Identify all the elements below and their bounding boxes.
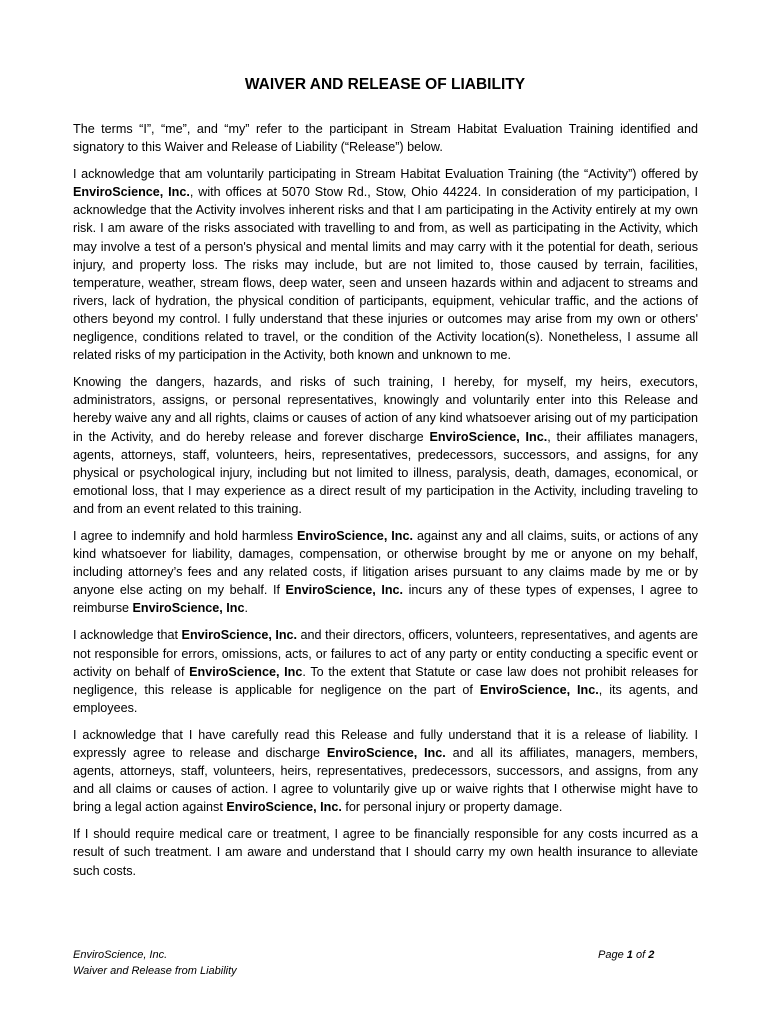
page-title: WAIVER AND RELEASE OF LIABILITY xyxy=(244,76,526,93)
company-name: EnviroScience, Inc. xyxy=(181,628,298,643)
page-current: 1 xyxy=(626,949,633,961)
text-segment: I acknowledge that xyxy=(73,628,182,643)
company-name: EnviroScience, Inc. xyxy=(73,185,190,200)
company-name: EnviroScience, Inc xyxy=(189,664,303,679)
text-segment: I acknowledge that am voluntarily participating in Stream Habitat Evaluation Training (the “Activity”) offered by xyxy=(73,167,698,182)
company-name: EnviroScience, Inc. xyxy=(285,583,404,598)
page-number xyxy=(598,947,654,963)
company-name: EnviroScience, Inc. xyxy=(326,746,446,760)
text-segment: , its agents, and employees. xyxy=(73,682,698,715)
paragraph-release xyxy=(73,373,698,518)
text-segment: incurs any of these types of expenses, I agree to reimburse xyxy=(73,583,698,616)
document-body xyxy=(73,120,698,889)
text-segment: . xyxy=(244,601,248,616)
page-total: 2 xyxy=(648,949,655,961)
text-segment: Knowing the dangers, hazards, and risks of such training, I hereby, for myself, my heirs, executors, administrators, assigns, or personal representatives, knowingly and voluntarily enter into this Release and hereby waive any and all rights, claims or causes of action of any kind whatsoever arising out of my participation in the Activity, and do hereby release and forever discharge xyxy=(73,375,698,444)
text-segment: I agree to indemnify and hold harmless xyxy=(73,528,298,543)
company-name: EnviroScience, Inc. xyxy=(297,528,414,543)
text-segment: , with offices at 5070 Stow Rd., Stow, Ohio 44224. In consideration of my participation, I acknowledge that the Activity involves inherent risks and that I am participating in the Activity entirely at my own risk. I am aware of the risks associated with travelling to and from, as well as participating in the Activity, which may involve a test of a person's physical and mental limits and may carry with it the potential for death, serious injury, and property loss. The risks may include, but are not limited to, those caused by terrain, facilities, temperature, weather, stream flows, deep water, seen and unseen hazards within and adjacent to streams and rivers, lack of hydration, the physical condition of participants, equipment, vehicular traffic, and the actions of others beyond my control. I fully understand that these injuries or outcomes may arise from my own or others' negligence, conditions related to travel, or the condition of the Activity location(s). Nonetheless, I assume all related risks of my participation in the Activity, both known and unknown to me. xyxy=(73,185,698,363)
company-name: EnviroScience, Inc. xyxy=(226,800,342,815)
text-segment: , their affiliates managers, agents, attorneys, staff, volunteers, heirs, representatives, predecessors, successors, and assigns, for any physical or psychological injury, including but not limited to illness, paralysis, death, damages, economical, or emotional loss, that I may experience as a direct result of my participation in the Activity, including traveling to and from an event related to this training. xyxy=(73,429,698,516)
of-word: of xyxy=(635,949,646,961)
text-segment: I acknowledge that I have carefully read this Release and fully understand that it is a release of liability. I expressly agree to release and discharge xyxy=(73,727,698,760)
text-segment: for personal injury or property damage. xyxy=(341,800,563,815)
paragraph-acknowledgement xyxy=(73,165,698,364)
paragraph-responsibility xyxy=(73,626,698,716)
text-segment: and their directors, officers, volunteers, representatives, and agents are not responsible for errors, omissions, acts, or failures to act of any party or entity conducting a specific event or activity on behalf of xyxy=(73,628,698,679)
text-segment: against any and all claims, suits, or actions of any kind whatsoever for liability, damages, compensation, or otherwise brought by me or anyone on my behalf, including attorney’s fees and any related costs, if litigation arises pursuant to any claims made by me or by anyone else acting on my behalf. If xyxy=(73,528,699,598)
company-name: EnviroScience, Inc xyxy=(132,601,245,616)
paragraph-indemnify xyxy=(73,527,698,617)
paragraph-definitions: The terms “I”, “me”, and “my” refer to the participant in Stream Habitat Evaluation Training identified and signatory to this Waiver and Release of Liability (“Release”) below. xyxy=(73,122,698,155)
paragraph-understanding xyxy=(73,726,698,816)
footer-document-name: Waiver and Release from Liability xyxy=(73,965,237,977)
paragraph-medical: If I should require medical care or treatment, I agree to be financially responsible for any costs incurred as a result of such treatment. I am aware and understand that I should carry my own health insurance to alleviate such costs. xyxy=(73,827,698,878)
footer-left xyxy=(73,947,237,979)
text-segment: . To the extent that Statute or case law does not prohibit releases for negligence, this release is applicable for negligence on the part of xyxy=(73,664,698,697)
footer-company: EnviroScience, Inc. xyxy=(73,949,168,961)
text-segment: and all its affiliates, managers, members, agents, attorneys, staff, volunteers, heirs, representatives, predecessors, successors, and assigns, from any and all claims or causes of action. I agree to voluntarily give up or waive rights that I otherwise might have to bring a legal action against xyxy=(73,746,698,815)
company-name: EnviroScience, Inc. xyxy=(429,429,548,444)
company-name: EnviroScience, Inc. xyxy=(479,682,599,697)
page-word: Page xyxy=(598,949,624,961)
